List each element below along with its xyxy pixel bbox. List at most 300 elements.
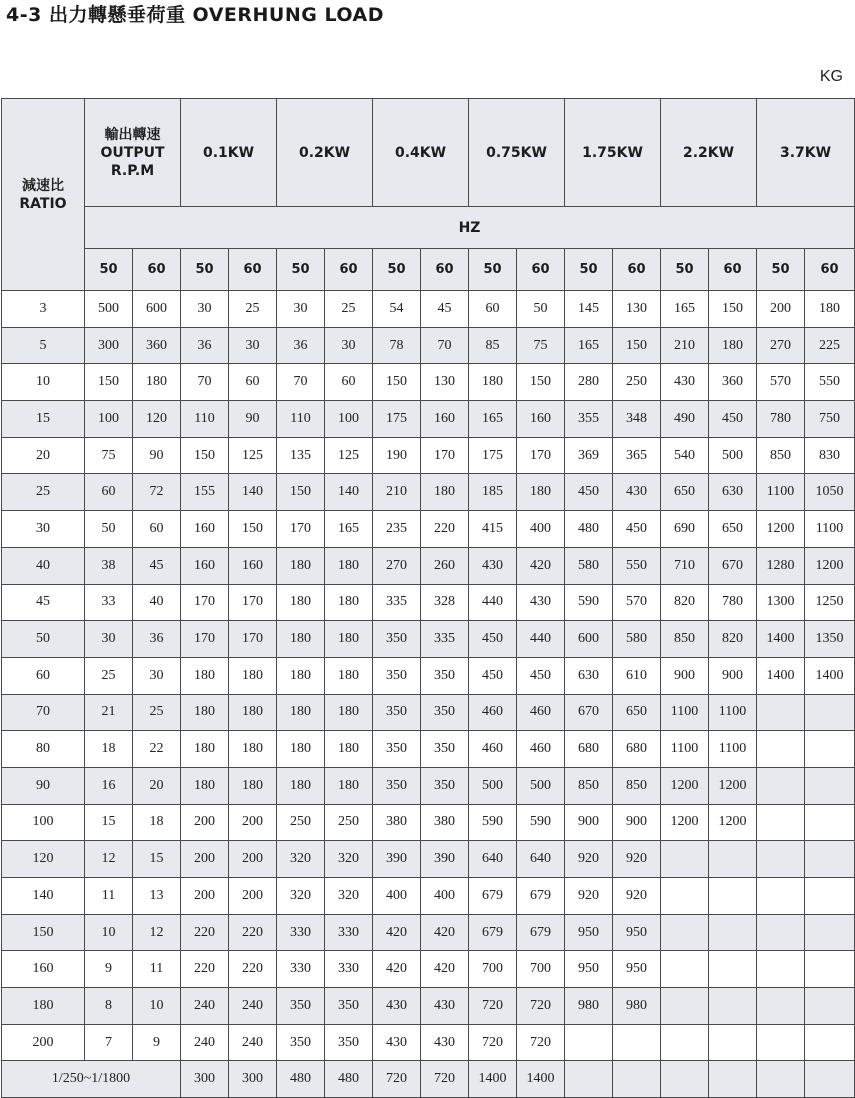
load-cell: 160 <box>517 401 565 438</box>
load-cell: 165 <box>469 401 517 438</box>
load-cell: 920 <box>565 841 613 878</box>
table-row <box>2 1061 855 1098</box>
load-cell: 320 <box>325 841 373 878</box>
load-cell: 200 <box>757 291 805 328</box>
load-cell <box>709 878 757 915</box>
load-cell: 25 <box>325 291 373 328</box>
load-cell <box>661 841 709 878</box>
load-cell: 360 <box>709 364 757 401</box>
load-cell: 420 <box>373 914 421 951</box>
table-row <box>2 584 855 621</box>
load-cell: 450 <box>565 474 613 511</box>
frequency-header: 50 <box>85 249 133 291</box>
load-cell: 140 <box>325 474 373 511</box>
load-cell <box>661 988 709 1025</box>
load-cell: 369 <box>565 437 613 474</box>
load-cell: 1400 <box>757 657 805 694</box>
load-cell: 180 <box>277 621 325 658</box>
load-cell: 9 <box>85 951 133 988</box>
load-cell: 300 <box>181 1061 229 1098</box>
load-cell: 250 <box>325 804 373 841</box>
table-row <box>2 804 855 841</box>
output-header-zh: 輸出轉速 <box>104 126 161 143</box>
load-cell: 590 <box>469 804 517 841</box>
load-cell: 680 <box>565 731 613 768</box>
load-cell: 30 <box>229 327 277 364</box>
load-cell: 570 <box>613 584 661 621</box>
load-cell: 40 <box>133 584 181 621</box>
load-cell: 680 <box>613 731 661 768</box>
frequency-header: 60 <box>517 249 565 291</box>
load-cell <box>613 1024 661 1061</box>
load-cell: 320 <box>277 878 325 915</box>
load-cell: 200 <box>229 841 277 878</box>
load-cell: 10 <box>133 988 181 1025</box>
ratio-cell: 200 <box>2 1024 85 1061</box>
table-row <box>2 437 855 474</box>
load-cell: 350 <box>373 694 421 731</box>
load-cell: 180 <box>229 657 277 694</box>
load-cell: 720 <box>373 1061 421 1098</box>
load-cell: 36 <box>133 621 181 658</box>
load-cell: 400 <box>517 511 565 548</box>
load-cell: 1050 <box>805 474 855 511</box>
load-cell: 180 <box>709 327 757 364</box>
ratio-cell: 90 <box>2 767 85 804</box>
load-cell: 100 <box>325 401 373 438</box>
load-cell: 70 <box>421 327 469 364</box>
power-header-2: 0.4KW <box>373 99 469 207</box>
load-cell <box>757 951 805 988</box>
load-cell: 125 <box>229 437 277 474</box>
load-cell <box>805 767 855 804</box>
power-header-3: 0.75KW <box>469 99 565 207</box>
load-cell: 1200 <box>661 767 709 804</box>
table-row <box>2 474 855 511</box>
load-cell: 250 <box>277 804 325 841</box>
load-cell: 180 <box>325 547 373 584</box>
load-cell: 25 <box>229 291 277 328</box>
load-cell: 415 <box>469 511 517 548</box>
load-cell: 690 <box>661 511 709 548</box>
load-cell <box>661 951 709 988</box>
load-cell: 12 <box>85 841 133 878</box>
load-cell <box>709 914 757 951</box>
load-cell: 500 <box>469 767 517 804</box>
load-cell: 335 <box>373 584 421 621</box>
load-cell: 330 <box>325 951 373 988</box>
load-cell: 430 <box>421 1024 469 1061</box>
table-row <box>2 511 855 548</box>
load-cell: 180 <box>325 767 373 804</box>
load-cell: 170 <box>517 437 565 474</box>
load-cell: 175 <box>469 437 517 474</box>
load-cell: 220 <box>421 511 469 548</box>
load-cell: 328 <box>421 584 469 621</box>
load-cell: 1100 <box>805 511 855 548</box>
table-row <box>2 291 855 328</box>
frequency-header: 50 <box>277 249 325 291</box>
load-cell <box>805 1024 855 1061</box>
table-row <box>2 878 855 915</box>
load-cell: 180 <box>181 694 229 731</box>
load-cell: 450 <box>469 621 517 658</box>
load-cell: 950 <box>565 951 613 988</box>
load-cell: 12 <box>133 914 181 951</box>
ratio-cell: 120 <box>2 841 85 878</box>
load-cell: 460 <box>469 694 517 731</box>
load-cell: 135 <box>277 437 325 474</box>
load-cell: 750 <box>805 401 855 438</box>
table-row <box>2 694 855 731</box>
load-cell: 16 <box>85 767 133 804</box>
load-cell: 160 <box>229 547 277 584</box>
load-cell: 440 <box>469 584 517 621</box>
load-cell: 155 <box>181 474 229 511</box>
load-cell: 150 <box>373 364 421 401</box>
ratio-cell: 60 <box>2 657 85 694</box>
load-cell: 670 <box>709 547 757 584</box>
table-row <box>2 547 855 584</box>
load-cell <box>709 988 757 1025</box>
load-cell: 140 <box>229 474 277 511</box>
load-cell: 11 <box>133 951 181 988</box>
ratio-cell: 45 <box>2 584 85 621</box>
load-cell: 650 <box>661 474 709 511</box>
frequency-header: 50 <box>565 249 613 291</box>
load-cell: 125 <box>325 437 373 474</box>
load-cell: 18 <box>85 731 133 768</box>
load-cell: 500 <box>709 437 757 474</box>
load-cell: 350 <box>325 988 373 1025</box>
load-cell: 360 <box>133 327 181 364</box>
load-cell: 60 <box>325 364 373 401</box>
load-cell: 540 <box>661 437 709 474</box>
load-cell: 180 <box>325 694 373 731</box>
load-cell: 270 <box>757 327 805 364</box>
load-cell: 920 <box>613 841 661 878</box>
load-cell <box>805 731 855 768</box>
load-cell: 320 <box>277 841 325 878</box>
load-cell: 250 <box>613 364 661 401</box>
load-cell: 430 <box>421 988 469 1025</box>
load-cell: 180 <box>469 364 517 401</box>
load-cell: 13 <box>133 878 181 915</box>
ratio-header-zh: 減速比 <box>22 177 64 194</box>
load-cell: 720 <box>421 1061 469 1098</box>
load-cell: 50 <box>85 511 133 548</box>
load-cell: 170 <box>277 511 325 548</box>
load-cell: 950 <box>613 914 661 951</box>
load-cell <box>757 694 805 731</box>
load-cell <box>661 1061 709 1098</box>
load-cell: 100 <box>85 401 133 438</box>
load-cell: 85 <box>469 327 517 364</box>
frequency-header: 60 <box>133 249 181 291</box>
load-cell: 1100 <box>661 694 709 731</box>
load-cell <box>805 878 855 915</box>
load-cell: 1280 <box>757 547 805 584</box>
load-cell: 900 <box>709 657 757 694</box>
load-cell: 170 <box>229 584 277 621</box>
load-cell: 190 <box>373 437 421 474</box>
load-cell: 36 <box>277 327 325 364</box>
load-cell: 90 <box>229 401 277 438</box>
power-header-5: 2.2KW <box>661 99 757 207</box>
load-cell: 670 <box>565 694 613 731</box>
load-cell: 1350 <box>805 621 855 658</box>
ratio-cell: 25 <box>2 474 85 511</box>
load-cell: 400 <box>373 878 421 915</box>
load-cell: 380 <box>373 804 421 841</box>
load-cell: 610 <box>613 657 661 694</box>
load-cell: 300 <box>85 327 133 364</box>
load-cell: 180 <box>517 474 565 511</box>
load-cell: 36 <box>181 327 229 364</box>
load-cell: 150 <box>613 327 661 364</box>
load-cell: 110 <box>181 401 229 438</box>
load-cell: 240 <box>229 1024 277 1061</box>
load-cell: 300 <box>229 1061 277 1098</box>
load-cell: 420 <box>373 951 421 988</box>
load-cell: 60 <box>133 511 181 548</box>
load-cell: 850 <box>661 621 709 658</box>
load-cell: 180 <box>229 694 277 731</box>
load-cell: 590 <box>517 804 565 841</box>
load-cell: 650 <box>709 511 757 548</box>
load-cell: 850 <box>613 767 661 804</box>
table-row <box>2 327 855 364</box>
load-cell: 18 <box>133 804 181 841</box>
load-cell: 1100 <box>757 474 805 511</box>
load-cell: 180 <box>277 731 325 768</box>
load-cell: 920 <box>613 878 661 915</box>
load-cell <box>709 1061 757 1098</box>
load-cell: 200 <box>229 804 277 841</box>
ratio-cell: 10 <box>2 364 85 401</box>
load-cell: 350 <box>421 767 469 804</box>
load-cell: 72 <box>133 474 181 511</box>
load-cell <box>613 1061 661 1098</box>
load-cell: 350 <box>325 1024 373 1061</box>
hz-header: HZ <box>85 207 855 249</box>
load-cell: 200 <box>181 804 229 841</box>
load-cell: 50 <box>517 291 565 328</box>
load-cell: 430 <box>469 547 517 584</box>
load-cell <box>709 841 757 878</box>
load-cell: 490 <box>661 401 709 438</box>
table-row <box>2 951 855 988</box>
load-cell: 260 <box>421 547 469 584</box>
load-cell: 430 <box>517 584 565 621</box>
frequency-header: 60 <box>229 249 277 291</box>
table-row <box>2 364 855 401</box>
load-cell: 390 <box>373 841 421 878</box>
load-cell: 830 <box>805 437 855 474</box>
frequency-header: 60 <box>325 249 373 291</box>
load-cell: 1100 <box>709 731 757 768</box>
load-cell: 70 <box>277 364 325 401</box>
load-cell: 780 <box>757 401 805 438</box>
load-cell: 430 <box>661 364 709 401</box>
load-cell: 1400 <box>517 1061 565 1098</box>
load-cell: 780 <box>709 584 757 621</box>
load-cell: 460 <box>469 731 517 768</box>
load-cell: 180 <box>325 584 373 621</box>
load-cell: 180 <box>805 291 855 328</box>
table-row <box>2 914 855 951</box>
load-cell: 900 <box>661 657 709 694</box>
load-cell: 170 <box>421 437 469 474</box>
ratio-cell: 15 <box>2 401 85 438</box>
load-cell <box>757 914 805 951</box>
load-cell: 150 <box>517 364 565 401</box>
load-cell: 420 <box>517 547 565 584</box>
load-cell <box>757 804 805 841</box>
output-header-en: OUTPUT <box>100 144 165 161</box>
load-cell: 160 <box>181 511 229 548</box>
load-cell: 590 <box>565 584 613 621</box>
table-row <box>2 731 855 768</box>
load-cell <box>805 694 855 731</box>
load-cell: 1400 <box>757 621 805 658</box>
power-header-6: 3.7KW <box>757 99 855 207</box>
load-cell: 200 <box>229 878 277 915</box>
load-cell: 1200 <box>661 804 709 841</box>
load-cell: 75 <box>85 437 133 474</box>
load-cell: 350 <box>373 767 421 804</box>
load-cell: 220 <box>181 951 229 988</box>
load-cell: 180 <box>325 621 373 658</box>
load-cell: 350 <box>373 657 421 694</box>
load-cell: 30 <box>133 657 181 694</box>
load-cell: 150 <box>181 437 229 474</box>
load-cell: 165 <box>565 327 613 364</box>
load-cell <box>805 1061 855 1098</box>
load-cell: 480 <box>325 1061 373 1098</box>
load-cell: 180 <box>181 767 229 804</box>
load-cell: 240 <box>181 1024 229 1061</box>
load-cell: 1400 <box>805 657 855 694</box>
load-cell: 160 <box>421 401 469 438</box>
load-cell: 1100 <box>709 694 757 731</box>
load-cell: 355 <box>565 401 613 438</box>
load-cell: 180 <box>229 767 277 804</box>
load-cell: 350 <box>421 731 469 768</box>
load-cell: 380 <box>421 804 469 841</box>
table-row <box>2 621 855 658</box>
load-cell: 9 <box>133 1024 181 1061</box>
load-cell: 450 <box>469 657 517 694</box>
load-cell: 850 <box>565 767 613 804</box>
load-cell: 950 <box>565 914 613 951</box>
load-cell <box>661 914 709 951</box>
load-cell: 450 <box>517 657 565 694</box>
load-cell: 348 <box>613 401 661 438</box>
load-cell: 720 <box>469 988 517 1025</box>
load-cell: 630 <box>565 657 613 694</box>
load-cell: 180 <box>421 474 469 511</box>
load-cell: 175 <box>373 401 421 438</box>
load-cell: 110 <box>277 401 325 438</box>
table-row <box>2 401 855 438</box>
load-cell: 180 <box>325 657 373 694</box>
frequency-header: 50 <box>757 249 805 291</box>
load-cell: 210 <box>661 327 709 364</box>
output-rpm-header <box>85 99 181 207</box>
load-cell: 630 <box>709 474 757 511</box>
load-cell: 600 <box>565 621 613 658</box>
load-cell: 15 <box>133 841 181 878</box>
load-cell: 700 <box>469 951 517 988</box>
load-cell: 220 <box>229 951 277 988</box>
load-cell: 460 <box>517 694 565 731</box>
load-cell: 1200 <box>709 767 757 804</box>
load-cell: 1200 <box>757 511 805 548</box>
load-cell: 90 <box>133 437 181 474</box>
load-cell: 270 <box>373 547 421 584</box>
load-cell: 45 <box>421 291 469 328</box>
load-cell: 820 <box>709 621 757 658</box>
power-header-1: 0.2KW <box>277 99 373 207</box>
load-cell: 820 <box>661 584 709 621</box>
table-row <box>2 657 855 694</box>
frequency-header: 60 <box>805 249 855 291</box>
load-cell: 7 <box>85 1024 133 1061</box>
load-cell: 550 <box>613 547 661 584</box>
load-cell: 330 <box>325 914 373 951</box>
load-cell: 640 <box>517 841 565 878</box>
load-cell: 700 <box>517 951 565 988</box>
load-cell: 240 <box>181 988 229 1025</box>
load-cell: 450 <box>613 511 661 548</box>
ratio-cell: 40 <box>2 547 85 584</box>
load-cell: 54 <box>373 291 421 328</box>
load-cell <box>757 841 805 878</box>
load-cell: 679 <box>469 914 517 951</box>
load-cell: 430 <box>613 474 661 511</box>
ratio-cell: 70 <box>2 694 85 731</box>
load-cell: 920 <box>565 878 613 915</box>
load-cell: 500 <box>517 767 565 804</box>
load-cell: 350 <box>421 657 469 694</box>
ratio-cell: 180 <box>2 988 85 1025</box>
load-cell: 430 <box>373 988 421 1025</box>
load-cell: 165 <box>661 291 709 328</box>
load-cell: 170 <box>229 621 277 658</box>
load-cell: 150 <box>229 511 277 548</box>
power-header-4: 1.75KW <box>565 99 661 207</box>
load-cell <box>565 1024 613 1061</box>
page-title: 4-3 出力轉懸垂荷重 OVERHUNG LOAD <box>6 4 384 26</box>
load-cell <box>805 914 855 951</box>
ratio-header <box>2 99 85 291</box>
load-cell: 30 <box>181 291 229 328</box>
load-cell <box>565 1061 613 1098</box>
load-cell: 10 <box>85 914 133 951</box>
load-cell: 430 <box>373 1024 421 1061</box>
load-cell <box>805 841 855 878</box>
load-cell: 25 <box>85 657 133 694</box>
load-cell: 180 <box>277 584 325 621</box>
load-cell: 420 <box>421 914 469 951</box>
load-cell: 70 <box>181 364 229 401</box>
load-cell: 900 <box>565 804 613 841</box>
ratio-cell: 80 <box>2 731 85 768</box>
load-cell: 350 <box>277 988 325 1025</box>
load-cell: 180 <box>229 731 277 768</box>
load-cell: 570 <box>757 364 805 401</box>
